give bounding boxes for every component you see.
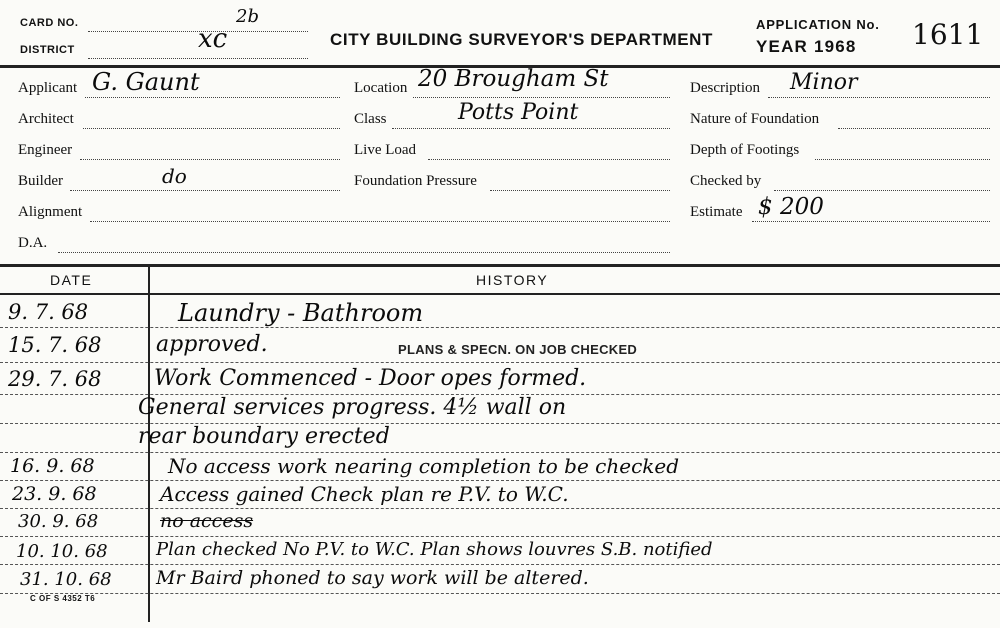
history-rule [0,452,1000,453]
application-label: APPLICATION No. [756,17,880,32]
location-line [413,97,670,98]
builder-value: do [162,164,187,188]
form-code: C OF S 4352 T6 [30,594,96,603]
history-date: 9. 7. 68 [8,300,89,324]
applicant-value: G. Gaunt [92,68,200,96]
architect-line [83,128,340,129]
history-text: Plan checked No P.V. to W.C. Plan shows louvres S.B. notified [156,539,713,560]
checked-by-label: Checked by [690,173,762,189]
history-rule [0,593,1000,594]
engineer-label: Engineer [18,142,73,158]
history-date: 15. 7. 68 [8,333,102,357]
history-top-border [0,264,1000,267]
nature-of-foundation-label: Nature of Foundation [690,111,820,127]
class-value: Potts Point [458,100,579,125]
card-no-superscript: 2b [236,6,259,27]
history-header-divider [0,293,1000,295]
live-load-line [428,159,670,160]
department-title: CITY BUILDING SURVEYOR'S DEPARTMENT [330,30,714,49]
history-date: 10. 10. 68 [16,541,108,562]
history-text: Laundry - Bathroom [178,299,424,327]
nature-of-foundation-line [838,128,990,129]
class-line [392,128,670,129]
district-label: DISTRICT [20,44,75,56]
applicant-line [85,97,340,98]
history-rule [0,536,1000,537]
foundation-pressure-line [490,190,670,191]
history-date: 30. 9. 68 [18,511,99,532]
history-text: no access [160,510,254,532]
description-value: Minor [790,70,858,95]
history-date: 16. 9. 68 [10,455,95,477]
plans-checked-stamp: PLANS & SPECN. ON JOB CHECKED [398,342,638,357]
history-text: No access work nearing completion to be checked [168,454,680,478]
da-label: D.A. [18,235,48,251]
description-line [768,97,990,98]
estimate-label: Estimate [690,204,743,220]
history-date: 31. 10. 68 [20,569,112,590]
da-line [58,252,670,253]
history-column-header: HISTORY [476,272,549,288]
card-no-value: xc [198,24,228,54]
builder-line [70,190,340,191]
class-label: Class [354,111,387,127]
foundation-pressure-label: Foundation Pressure [354,173,477,189]
location-label: Location [354,80,408,96]
history-rule [0,564,1000,565]
history-date: 29. 7. 68 [8,367,102,391]
location-value: 20 Brougham St [418,66,609,92]
alignment-label: Alignment [18,204,83,220]
builder-label: Builder [18,173,63,189]
history-rule [0,480,1000,481]
history-text: approved. [156,332,268,357]
history-text: rear boundary erected [138,424,390,449]
date-column-header: DATE [50,272,93,288]
depth-of-footings-line [815,159,990,160]
history-rule [0,327,1000,328]
history-text: General services progress. 4½ wall on [138,395,567,420]
year-label: YEAR 1968 [756,37,857,56]
live-load-label: Live Load [354,142,417,158]
history-date: 23. 9. 68 [12,483,97,505]
history-text: Access gained Check plan re P.V. to W.C. [160,482,569,506]
applicant-label: Applicant [18,80,78,96]
history-text: Work Commenced - Door opes formed. [154,366,587,391]
architect-label: Architect [18,111,74,127]
history-rule [0,508,1000,509]
card-no-label: CARD NO. [20,17,79,29]
estimate-value: $ 200 [758,194,824,220]
estimate-line [752,221,990,222]
engineer-line [80,159,340,160]
history-text: Mr Baird phoned to say work will be altered. [156,567,589,589]
checked-by-line [774,190,990,191]
district-line [88,58,308,59]
alignment-line [90,221,670,222]
description-label: Description [690,80,760,96]
application-number: 1611 [912,18,984,51]
history-rule [0,362,1000,363]
depth-of-footings-label: Depth of Footings [690,142,800,158]
